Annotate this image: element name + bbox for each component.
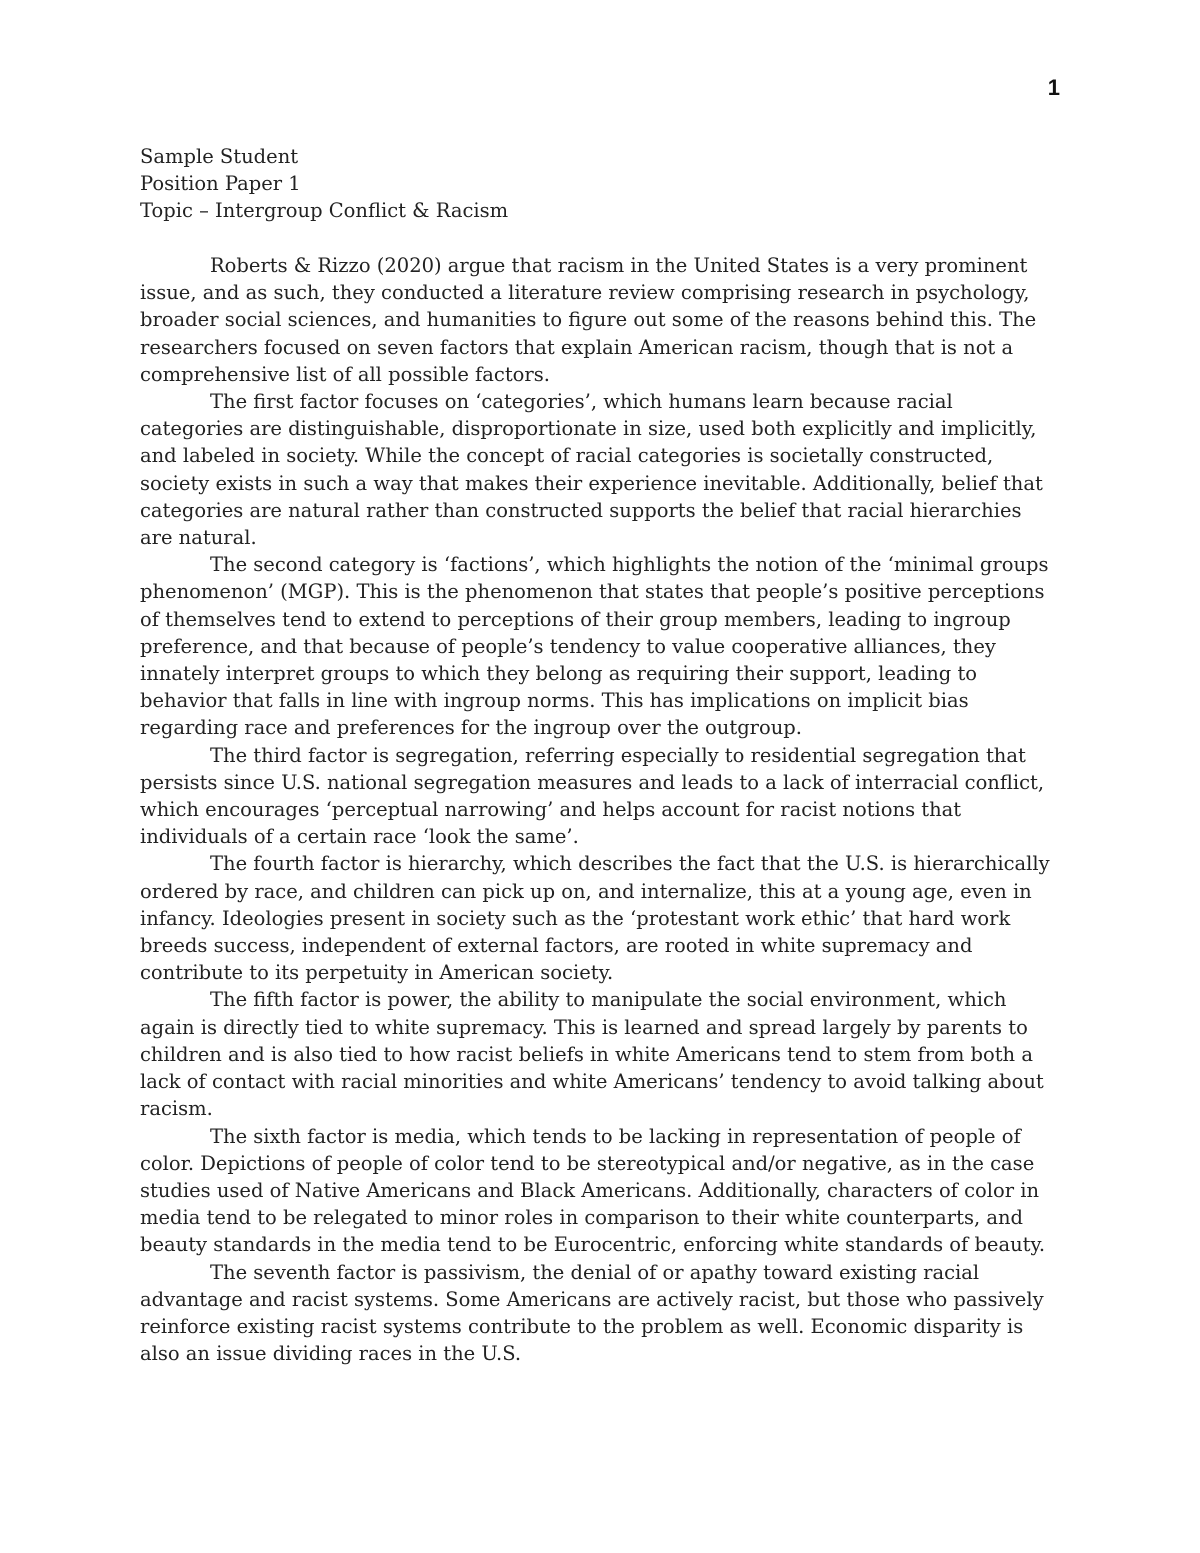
paragraph-media: The sixth factor is media, which tends to be lacking in representation of people of color. Depictions of people of color tend to be stereotypical and/or negative, as in the case studies used of Native Americans and Black Americans. Additionally, characters of color in media tend to be relegated to minor roles in comparison to their white counterparts, and beauty standards in the media tend to be Eurocentric, enforcing white standards of beauty. bbox=[140, 1124, 1046, 1257]
author-name: Sample Student bbox=[140, 145, 299, 168]
paragraph-segregation: The third factor is segregation, referring especially to residential segregation that persists since U.S. national segregation measures and leads to a lack of interracial conflict, which encourages ‘perceptual narrowing’ and helps account for racist notions that individuals of a certain race ‘look the same’. bbox=[140, 743, 1045, 849]
paragraph-categories: The first factor focuses on ‘categories’, which humans learn because racial categories are distinguishable, disproportionate in size, used both explicitly and implicitly, and labeled in society. While the concept of racial categories is societally constructed, society exists in such a way that makes their experience inevitable. Additionally, belief that categories are natural rather than constructed supports the belief that racial hierarchies are natural. bbox=[140, 390, 1043, 550]
paper-header bbox=[140, 143, 1070, 225]
page-number: 1 bbox=[1047, 75, 1060, 100]
assignment-title: Position Paper 1 bbox=[140, 172, 301, 196]
paragraph-power: The fifth factor is power, the ability to manipulate the social environment, which again is directly tied to white supremacy. This is learned and spread largely by parents to children and is also tied to how racist beliefs in white Americans tend to stem from both a lack of contact with racial minorities and white Americans’ tendency to avoid talking about racism. bbox=[140, 988, 1044, 1121]
paragraph-passivism: The seventh factor is passivism, the denial of or apathy toward existing racial advantage and racist systems. Some Americans are actively racist, but those who passively reinforce existing racist systems contribute to the problem as well. Economic disparity is also an issue dividing races in the U.S. bbox=[140, 1260, 1044, 1366]
paper-topic: Topic – Intergroup Conflict & Racism bbox=[140, 199, 509, 223]
paragraph-hierarchy: The fourth factor is hierarchy, which describes the fact that the U.S. is hierarchically ordered by race, and children can pick up on, and internalize, this at a young age, even in infancy. Ideologies present in society such as the ‘protestant work ethic’ that hard work breeds success, independent of external factors, are rooted in white supremacy and contribute to its perpetuity in American society. bbox=[140, 852, 1050, 985]
paragraph-factions: The second category is ‘factions’, which highlights the notion of the ‘minimal groups phenomenon’ (MGP). This is the phenomenon that states that people’s positive perceptions of themselves tend to extend to perceptions of their group members, leading to ingroup preference, and that because of people’s tendency to value cooperative alliances, they innately interpret groups to which they belong as requiring their support, leading to behavior that falls in line with ingroup norms. This has implications on implicit bias regarding race and preferences for the ingroup over the outgroup. bbox=[140, 553, 1049, 740]
paragraph-intro: Roberts & Rizzo (2020) argue that racism in the United States is a very prominent issue, and as such, they conducted a literature review comprising research in psychology, broader social sciences, and humanities to figure out some of the reasons behind this. The researchers focused on seven factors that explain American racism, though that is not a comprehensive list of all possible factors. bbox=[140, 254, 1037, 386]
paper-body bbox=[140, 252, 1060, 1367]
